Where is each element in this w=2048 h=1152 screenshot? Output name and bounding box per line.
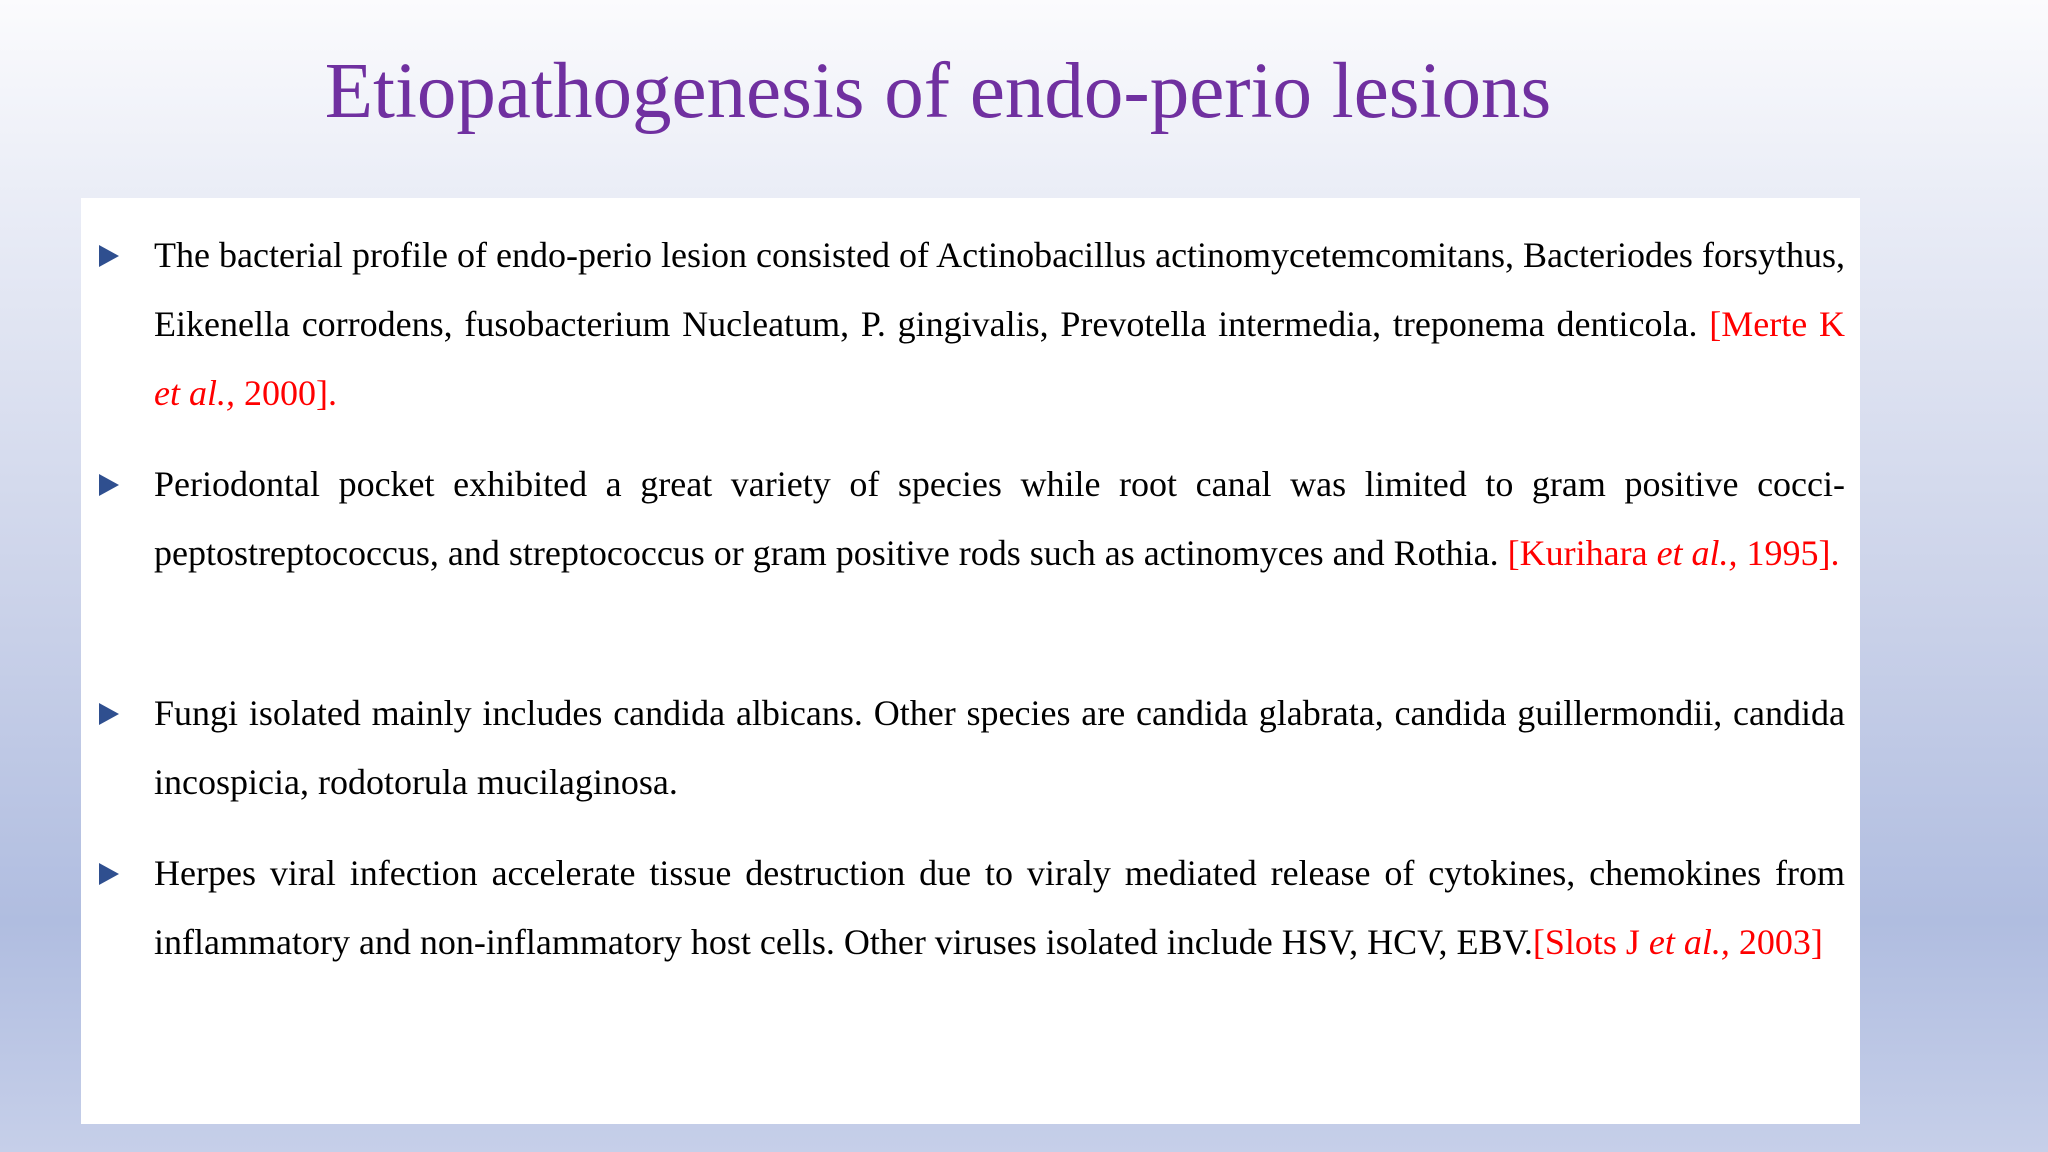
content-box <box>81 198 1860 1124</box>
bullet-item-fungi <box>154 679 1845 817</box>
citation-authors: [Slots J <box>1532 922 1649 962</box>
citation-etal: et al., <box>154 373 235 413</box>
bullet-text: Herpes viral infection accelerate tissue destruction due to viraly mediated release of cytokines, chemokines from inflammatory and non-inflammatory host cells. Other viruses isolated include HSV, HCV, EBV. <box>154 853 1845 962</box>
bullet-text: The bacterial profile of endo-perio lesion consisted of Actinobacillus actinomycetemcomitans, Bacteriodes forsythus, Eikenella corrodens, fusobacterium Nucleatum, P. gingivalis, Prevotella intermedia, treponema denticola. <box>154 235 1845 344</box>
citation-etal: et al., <box>1656 533 1738 573</box>
citation-year: 1995]. <box>1737 533 1840 573</box>
bullet-item-herpes <box>154 839 1845 977</box>
citation-etal: et al., <box>1648 922 1730 962</box>
citation-year: 2000]. <box>234 373 337 413</box>
bullet-text: Periodontal pocket exhibited a great variety of species while root canal was limited to gram positive cocci-peptostreptococcus, and streptococcus or gram positive rods such as actinomyces and Rothia. <box>154 464 1845 573</box>
bullet-item-periodontal-pocket <box>154 450 1845 588</box>
triangle-right-icon <box>99 703 119 725</box>
triangle-right-icon <box>99 245 119 267</box>
citation-year: 2003] <box>1729 922 1823 962</box>
citation-authors: [Kurihara <box>1507 533 1657 573</box>
citation-authors: [Merte K <box>1709 304 1845 344</box>
bullet-text: Fungi isolated mainly includes candida albicans. Other species are candida glabrata, candida guillermondii, candida incospicia, rodotorula mucilaginosa. <box>154 693 1845 802</box>
citation <box>1533 922 1823 962</box>
triangle-right-icon <box>99 474 119 496</box>
citation <box>1508 533 1840 573</box>
slide-title: Etiopathogenesis of endo-perio lesions <box>324 48 1552 135</box>
bullet-item-bacterial-profile <box>154 221 1845 428</box>
triangle-right-icon <box>99 863 119 885</box>
